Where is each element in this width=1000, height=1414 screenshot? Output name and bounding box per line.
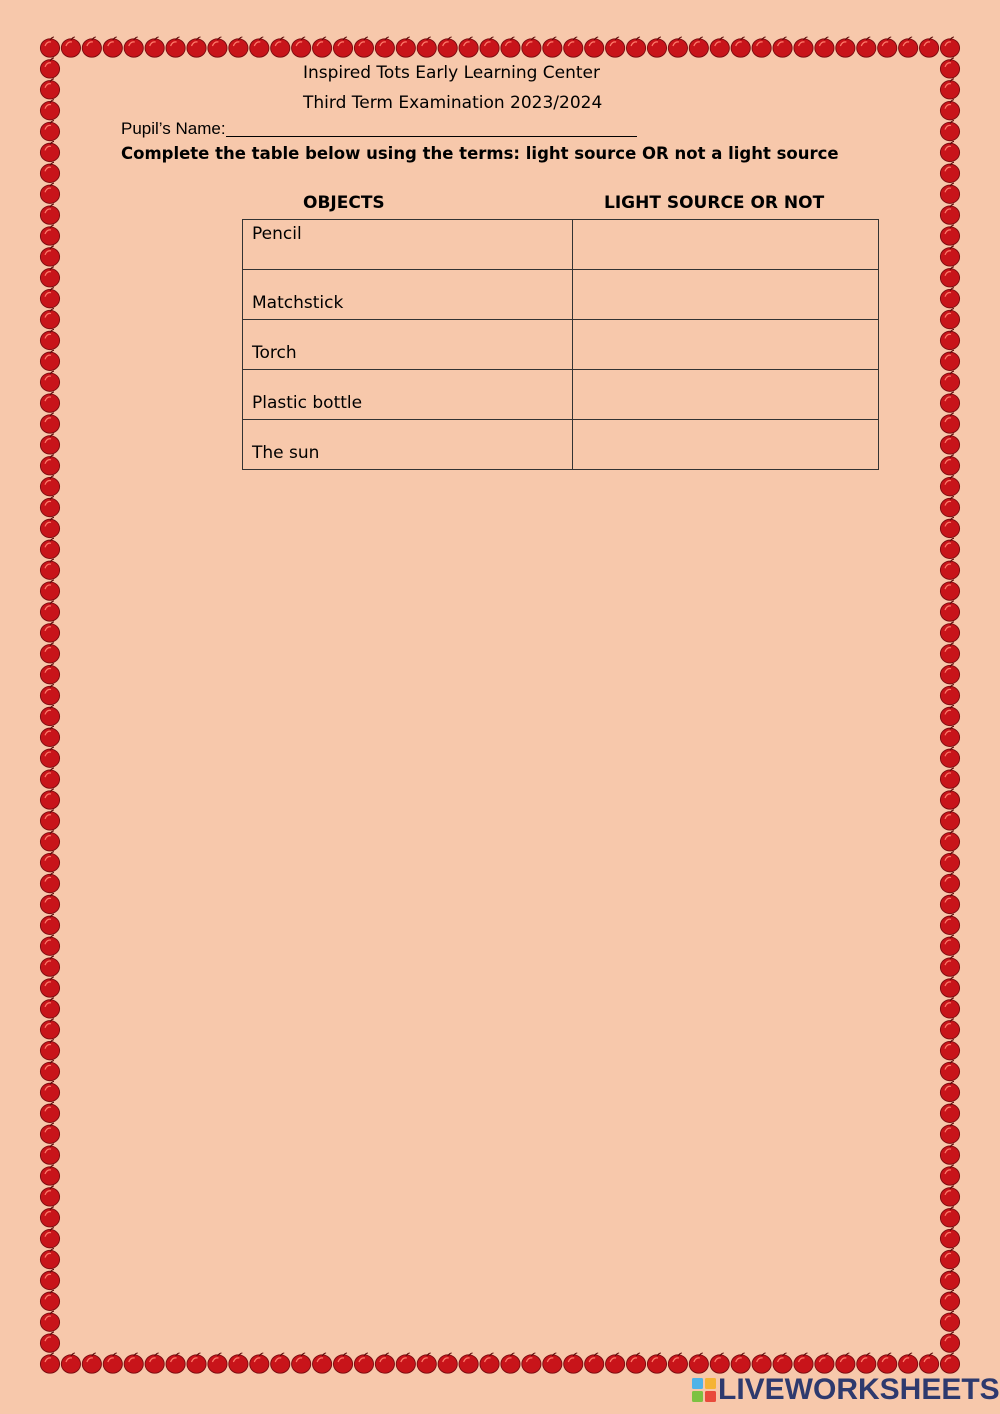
apple-icon <box>40 538 59 558</box>
exam-title: Third Term Examination 2023/2024 <box>303 93 603 113</box>
school-name: Inspired Tots Early Learning Center <box>303 63 601 83</box>
apple-icon <box>271 37 290 57</box>
apple-icon <box>40 100 59 120</box>
apple-icon <box>40 1144 59 1164</box>
apple-icon <box>292 37 311 57</box>
apple-icon <box>940 309 959 329</box>
apple-icon <box>354 37 373 57</box>
object-name: Pencil <box>252 224 302 244</box>
apple-icon <box>710 1353 729 1373</box>
apple-icon <box>940 1165 959 1185</box>
apple-icon <box>40 476 59 496</box>
object-cell <box>243 220 573 270</box>
apple-icon <box>836 1353 855 1373</box>
apple-icon <box>794 1353 813 1373</box>
apple-icon <box>940 288 959 308</box>
apple-icon <box>773 1353 792 1373</box>
apple-icon <box>40 434 59 454</box>
apple-icon <box>40 1353 59 1373</box>
liveworksheets-logo-icon <box>692 1378 716 1402</box>
apple-icon <box>940 747 959 767</box>
liveworksheets-brand[interactable] <box>692 1375 1000 1405</box>
apple-icon <box>940 1228 959 1248</box>
apple-icon <box>40 1228 59 1248</box>
apple-icon <box>40 831 59 851</box>
apple-icon <box>794 37 813 57</box>
apple-icon <box>40 1311 59 1331</box>
apple-icon <box>438 37 457 57</box>
apple-icon <box>40 935 59 955</box>
apple-icon <box>752 37 771 57</box>
apple-icon <box>940 267 959 287</box>
apple-icon <box>668 1353 687 1373</box>
apple-icon <box>940 1019 959 1039</box>
apple-icon <box>815 1353 834 1373</box>
apple-icon <box>40 183 59 203</box>
apple-icon <box>40 121 59 141</box>
apple-icon <box>940 392 959 412</box>
apple-icon <box>940 643 959 663</box>
apple-icon <box>40 1081 59 1101</box>
apple-icon <box>940 935 959 955</box>
apple-icon <box>940 1081 959 1101</box>
apple-icon <box>940 1269 959 1289</box>
apple-icon <box>40 1332 59 1352</box>
object-cell <box>243 420 573 470</box>
apple-icon <box>40 288 59 308</box>
apple-icon <box>940 1061 959 1081</box>
apple-icon <box>375 37 394 57</box>
apple-icon <box>940 1353 959 1373</box>
apple-icon <box>40 58 59 78</box>
apple-icon <box>229 1353 248 1373</box>
apple-icon <box>940 622 959 642</box>
apple-icon <box>940 580 959 600</box>
apple-icon <box>940 121 959 141</box>
apple-icon <box>940 1311 959 1331</box>
apple-icon <box>40 893 59 913</box>
apple-icon <box>940 601 959 621</box>
apple-icon <box>919 1353 938 1373</box>
object-cell <box>243 320 573 370</box>
apple-icon <box>940 705 959 725</box>
apple-icon <box>480 1353 499 1373</box>
apple-icon <box>40 1040 59 1060</box>
apple-icon <box>899 1353 918 1373</box>
instruction-text: Complete the table below using the terms: light source OR not a light source <box>121 144 839 163</box>
apple-icon <box>668 37 687 57</box>
apple-icon <box>40 914 59 934</box>
apple-icon <box>919 37 938 57</box>
apple-icon <box>940 559 959 579</box>
answer-cell[interactable] <box>573 370 879 420</box>
apple-icon <box>564 37 583 57</box>
apple-icon <box>585 37 604 57</box>
apple-icon <box>940 789 959 809</box>
apple-icon <box>40 455 59 475</box>
apple-icon <box>710 37 729 57</box>
apple-icon <box>940 852 959 872</box>
apple-icon <box>40 309 59 329</box>
apple-icon <box>543 1353 562 1373</box>
apple-icon <box>940 497 959 517</box>
apple-icon <box>40 1290 59 1310</box>
apple-icon <box>626 37 645 57</box>
apple-icon <box>40 705 59 725</box>
apple-icon <box>940 1207 959 1227</box>
apple-icon <box>626 1353 645 1373</box>
apple-icon <box>82 37 101 57</box>
apple-icon <box>40 622 59 642</box>
apple-icon <box>40 267 59 287</box>
apple-icon <box>940 914 959 934</box>
apple-icon <box>459 37 478 57</box>
apple-icon <box>40 246 59 266</box>
apple-icon <box>940 476 959 496</box>
apple-icon <box>940 183 959 203</box>
apple-icon <box>40 329 59 349</box>
apple-icon <box>187 37 206 57</box>
apple-icon <box>40 1123 59 1143</box>
apple-icon <box>940 768 959 788</box>
apple-icon <box>878 37 897 57</box>
apple-icon <box>250 1353 269 1373</box>
apple-icon <box>940 1144 959 1164</box>
apple-icon <box>940 204 959 224</box>
apple-icon <box>857 1353 876 1373</box>
apple-icon <box>940 37 959 57</box>
apple-icon <box>940 350 959 370</box>
apple-icon <box>312 1353 331 1373</box>
apple-icon <box>145 1353 164 1373</box>
apple-icon <box>731 37 750 57</box>
apple-icon <box>40 789 59 809</box>
apple-icon <box>899 37 918 57</box>
brand-text: LIVEWORKSHEETS <box>718 1373 1000 1406</box>
apple-icon <box>40 392 59 412</box>
apple-icon <box>940 246 959 266</box>
table-row <box>243 370 879 420</box>
apple-icon <box>396 1353 415 1373</box>
apple-icon <box>40 956 59 976</box>
apple-icon <box>940 455 959 475</box>
apple-icon <box>333 37 352 57</box>
apple-icon <box>940 371 959 391</box>
apple-icon <box>40 141 59 161</box>
apple-icon <box>940 1186 959 1206</box>
apple-icon <box>40 497 59 517</box>
apple-icon <box>40 517 59 537</box>
answer-cell[interactable] <box>573 420 879 470</box>
apple-icon <box>396 37 415 57</box>
apple-icon <box>292 1353 311 1373</box>
apple-icon <box>940 831 959 851</box>
apple-icon <box>40 580 59 600</box>
apple-icon <box>940 517 959 537</box>
apple-icon <box>208 1353 227 1373</box>
apple-icon <box>40 204 59 224</box>
apple-icon <box>103 37 122 57</box>
apple-icon <box>40 726 59 746</box>
pupil-name-field[interactable] <box>121 119 637 139</box>
apple-icon <box>940 225 959 245</box>
apple-icon <box>606 1353 625 1373</box>
apple-icon <box>333 1353 352 1373</box>
apple-icon <box>940 685 959 705</box>
apple-icon <box>82 1353 101 1373</box>
apple-icon <box>166 37 185 57</box>
apple-icon <box>40 852 59 872</box>
table-row <box>243 270 879 320</box>
apple-icon <box>522 1353 541 1373</box>
apple-icon <box>61 37 80 57</box>
apple-icon <box>40 1186 59 1206</box>
apple-icon <box>480 37 499 57</box>
apple-icon <box>606 37 625 57</box>
apple-icon <box>940 1332 959 1352</box>
apple-icon <box>857 37 876 57</box>
apple-icon <box>40 1249 59 1269</box>
apple-icon <box>689 37 708 57</box>
answer-cell[interactable] <box>573 270 879 320</box>
apple-icon <box>145 37 164 57</box>
apple-icon <box>940 413 959 433</box>
apple-icon <box>40 601 59 621</box>
objects-table <box>242 219 879 470</box>
apple-icon <box>940 162 959 182</box>
apple-icon <box>40 225 59 245</box>
apple-icon <box>731 1353 750 1373</box>
answer-cell[interactable] <box>573 220 879 270</box>
apple-icon <box>543 37 562 57</box>
apple-icon <box>815 37 834 57</box>
apple-icon <box>40 413 59 433</box>
table-row <box>243 320 879 370</box>
apple-icon <box>940 58 959 78</box>
object-name: Matchstick <box>252 293 344 313</box>
apple-icon <box>940 998 959 1018</box>
apple-icon <box>40 977 59 997</box>
apple-icon <box>354 1353 373 1373</box>
apple-icon <box>40 37 59 57</box>
apple-icon <box>40 873 59 893</box>
apple-icon <box>40 559 59 579</box>
apple-icon <box>40 998 59 1018</box>
apple-icon <box>40 768 59 788</box>
apple-icon <box>501 37 520 57</box>
apple-icon <box>940 79 959 99</box>
apple-icon <box>940 726 959 746</box>
apple-icon <box>940 434 959 454</box>
apple-icon <box>940 1290 959 1310</box>
apple-icon <box>940 329 959 349</box>
apple-icon <box>229 37 248 57</box>
apple-icon <box>124 37 143 57</box>
apple-icon <box>940 664 959 684</box>
apple-icon <box>40 747 59 767</box>
apple-icon <box>166 1353 185 1373</box>
apple-icon <box>40 371 59 391</box>
answer-cell[interactable] <box>573 320 879 370</box>
apple-icon <box>438 1353 457 1373</box>
apple-icon <box>940 1040 959 1060</box>
apple-icon <box>271 1353 290 1373</box>
apple-icon <box>40 664 59 684</box>
apple-icon <box>940 1123 959 1143</box>
apple-icon <box>459 1353 478 1373</box>
apple-icon <box>940 1249 959 1269</box>
apple-icon <box>585 1353 604 1373</box>
object-name: Torch <box>252 343 297 363</box>
apple-icon <box>501 1353 520 1373</box>
apple-icon <box>417 37 436 57</box>
apple-icon <box>40 685 59 705</box>
apple-icon <box>40 1102 59 1122</box>
apple-icon <box>752 1353 771 1373</box>
apple-icon <box>940 1102 959 1122</box>
apple-icon <box>40 1061 59 1081</box>
apple-icon <box>124 1353 143 1373</box>
object-name: The sun <box>252 443 320 463</box>
light-source-column-header: LIGHT SOURCE OR NOT <box>604 193 825 213</box>
table-row <box>243 220 879 270</box>
apple-icon <box>40 810 59 830</box>
apple-icon <box>40 79 59 99</box>
apple-icon <box>940 100 959 120</box>
apple-icon <box>40 350 59 370</box>
apple-icon <box>647 37 666 57</box>
apple-icon <box>417 1353 436 1373</box>
apple-icon <box>564 1353 583 1373</box>
apple-icon <box>836 37 855 57</box>
apple-icon <box>940 810 959 830</box>
apple-icon <box>940 977 959 997</box>
apple-icon <box>522 37 541 57</box>
table-row <box>243 420 879 470</box>
apple-icon <box>250 37 269 57</box>
apple-icon <box>312 37 331 57</box>
pupil-name-blank[interactable] <box>226 136 637 137</box>
apple-icon <box>940 873 959 893</box>
apple-icon <box>940 893 959 913</box>
apple-icon <box>40 1165 59 1185</box>
apple-icon <box>103 1353 122 1373</box>
apple-icon <box>187 1353 206 1373</box>
apple-icon <box>61 1353 80 1373</box>
objects-column-header: OBJECTS <box>303 193 385 213</box>
apple-icon <box>689 1353 708 1373</box>
apple-icon <box>40 1207 59 1227</box>
object-cell <box>243 370 573 420</box>
apple-icon <box>940 956 959 976</box>
apple-icon <box>647 1353 666 1373</box>
apple-icon <box>40 643 59 663</box>
apple-icon <box>40 162 59 182</box>
object-cell <box>243 270 573 320</box>
apple-icon <box>940 538 959 558</box>
apple-icon <box>375 1353 394 1373</box>
apple-icon <box>878 1353 897 1373</box>
apple-icon <box>40 1019 59 1039</box>
apple-icon <box>40 1269 59 1289</box>
apple-icon <box>773 37 792 57</box>
apple-icon <box>940 141 959 161</box>
object-name: Plastic bottle <box>252 393 363 413</box>
apple-icon <box>208 37 227 57</box>
pupil-name-label: Pupil’s Name: <box>121 119 226 138</box>
